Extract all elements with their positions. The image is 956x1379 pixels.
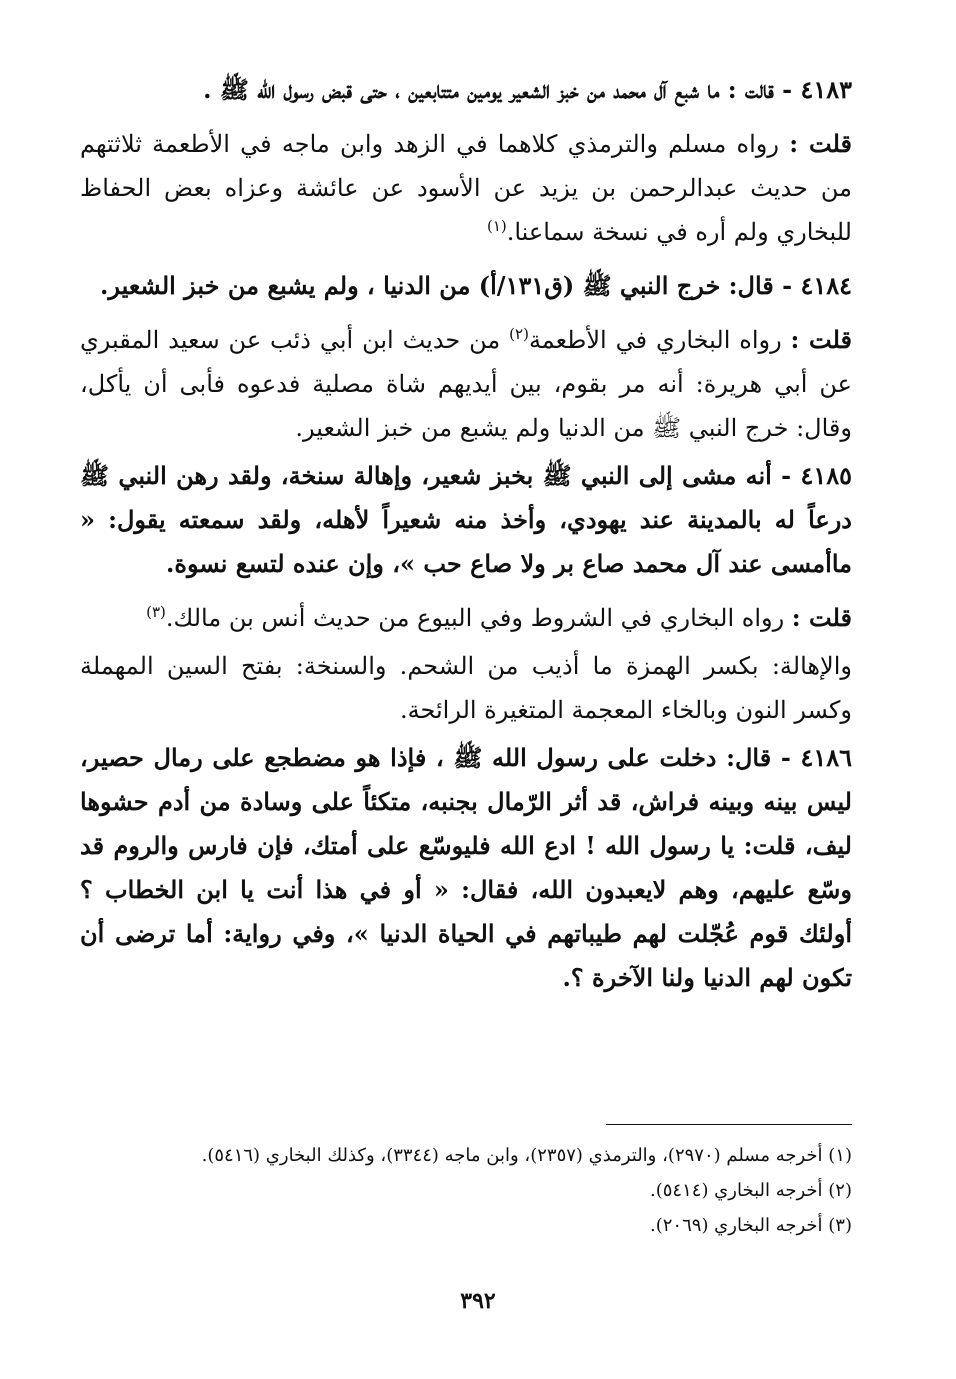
footnote-2: (٢) أخرجه البخاري (٥٤١٤). [650, 1180, 852, 1201]
glossary-note [80, 644, 852, 732]
glossary-note-text: والإهالة: بكسر الهمزة ما أذيب من الشحم. والسنخة: بفتح السين المهملة وكسر النون وبالخاء المعجمة المتغيرة الرائحة. [80, 652, 852, 724]
commentary-4184-text-after: من حديث ابن أبي ذئب عن سعيد المقبري عن أبي هريرة: أنه مر بقوم، بين أيديهم شاة مصلية فدعوه فأبى أن يأكل، وقال: خرج النبي ﷺ من الدنيا ولم يشبع من خبز الشعير. [80, 326, 852, 442]
hadith-4186-text: ٤١٨٦ - قال: دخلت على رسول الله ﷺ ، فإذا هو مضطجع على رمال حصير، ليس بينه وبينه فراش، قد أثر الرّمال بجنبه، متكئاً على وسادة من أدم حشوها ليف، قلت: يا رسول الله ! ادع الله فليوسّع على أمتك، فإن فارس والروم قد وسّع عليهم، وهم لايعبدون الله، فقال: « أو في هذا أنت يا ابن الخطاب ؟ أولئك قوم عُجّلت لهم طيباتهم في الحياة الدنيا »، وفي رواية: أما ترضى أن تكون لهم الدنيا ولنا الآخرة ؟. [80, 743, 853, 992]
hadith-4185 [80, 454, 852, 586]
footnotes [80, 1138, 852, 1243]
commentary-4183 [80, 122, 852, 254]
footnote-ref-1: (١) [486, 217, 507, 235]
commentary-4185-text: رواه البخاري في الشروط وفي البيوع من حديث أنس بن مالك. [165, 604, 792, 632]
commentary-4184 [80, 318, 852, 450]
footnote-divider [606, 1124, 852, 1125]
hadith-4183-text: ٤١٨٣ - قالت : ما شبع آل محمد من خبز الشعير يومين متتابعين ، حتى قبض رسول الله ﷺ . [203, 75, 852, 104]
commentary-4183-text: رواه مسلم والترمذي كلاهما في الزهد وابن ماجه في الأطعمة ثلاثتهم من حديث عبدالرحمن بن يزيد عن الأسود عن عائشة وعزاه بعض الحفاظ للبخاري ولم أره في نسخة سماعنا. [80, 130, 852, 246]
page-body [80, 68, 852, 1000]
footnote-1: (١) أخرجه مسلم (٢٩٧٠)، والترمذي (٢٣٥٧)، وابن ماجه (٣٣٤٤)، وكذلك البخاري (٥٤١٦). [201, 1145, 852, 1166]
commentary-4185 [80, 596, 852, 640]
commentary-4185-lead: قلت : [791, 603, 852, 632]
hadith-4184-text: ٤١٨٤ - قال: خرج النبي ﷺ (ق١٣١/أ) من الدنيا ، ولم يشبع من خبز الشعير. [100, 271, 852, 300]
commentary-4184-text: رواه البخاري في الأطعمة [528, 326, 791, 354]
page-number: ٣٩٢ [460, 1288, 496, 1314]
hadith-4183 [80, 68, 852, 112]
commentary-4183-lead: قلت : [789, 129, 852, 158]
hadith-4184 [80, 264, 852, 308]
hadith-4185-text: ٤١٨٥ - أنه مشى إلى النبي ﷺ بخبز شعير، وإهالة سنخة، ولقد رهن النبي ﷺ درعاً له بالمدينة عند يهودي، وأخذ منه شعيراً لأهله، ولقد سمعته يقول: « ماأمسى عند آل محمد صاع بر ولا صاع حب »، وإن عنده لتسع نسوة. [80, 461, 852, 578]
footnote-3: (٣) أخرجه البخاري (٢٠٦٩). [650, 1215, 852, 1236]
commentary-4184-lead: قلت : [790, 325, 852, 354]
footnote-ref-2: (٢) [509, 325, 529, 343]
hadith-4186 [80, 736, 852, 1000]
footnote-ref-3: (٣) [146, 603, 166, 621]
